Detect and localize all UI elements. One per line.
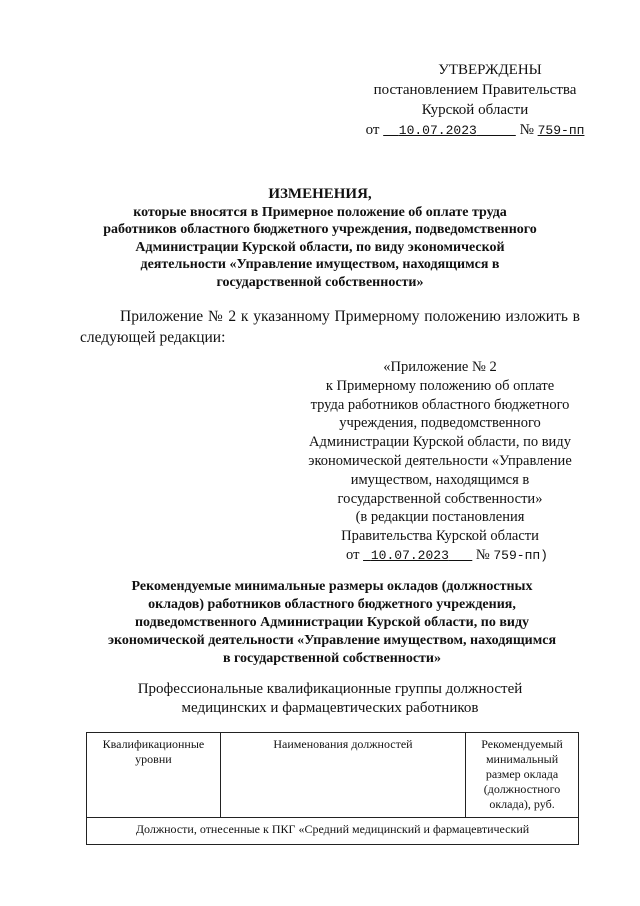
appendix-line: (в редакции постановления xyxy=(355,509,525,526)
changes-title: ИЗМЕНЕНИЯ, xyxy=(268,186,372,202)
salary-table xyxy=(86,732,579,845)
recommended-title-line: подведомственного Администрации Курской области, по виду xyxy=(134,615,530,630)
changes-line: Администрации Курской области, по виду экономической xyxy=(135,239,505,255)
approval-date-value: 10.07.2023 xyxy=(398,123,477,138)
appendix-line: учреждения, подведомственного xyxy=(339,415,541,432)
approval-line-1: постановлением Правительства xyxy=(373,82,577,98)
appendix-date-line xyxy=(300,546,580,566)
changes-line: государственной собственности» xyxy=(216,274,424,290)
approval-date xyxy=(383,123,516,138)
appendix-number: 759-пп) xyxy=(493,547,548,563)
appendix-line: к Примерному положению об оплате xyxy=(325,377,555,394)
recommended-title-line: в государственной собственности» xyxy=(222,651,442,666)
appendix-line: экономической деятельности «Управление xyxy=(308,452,572,469)
header-qualification-levels: Квалификационные уровни xyxy=(87,733,221,818)
appendix-number-prefix: № xyxy=(475,546,490,563)
approval-date-prefix: от xyxy=(365,122,380,138)
table-header-row xyxy=(87,733,579,818)
intro-paragraph: Приложение № 2 к указанному Примерному положению изложить в следующей редакции: xyxy=(80,308,580,346)
recommended-title-line: Рекомендуемые минимальные размеры окладов (должностных xyxy=(131,579,533,594)
approval-date-line xyxy=(360,120,590,141)
header-position-names: Наименования должностей xyxy=(220,733,465,818)
recommended-title xyxy=(82,578,582,668)
appendix-line: имуществом, находящимся в xyxy=(350,471,530,488)
recommended-title-line: экономической деятельности «Управление имуществом, находящимся xyxy=(107,633,557,648)
approval-title: УТВЕРЖДЕНЫ xyxy=(438,62,542,78)
pkg-title-line: медицинских и фармацевтических работников xyxy=(181,700,479,716)
pkg-title xyxy=(100,680,560,718)
changes-line: деятельности «Управление имуществом, находящимся в xyxy=(140,257,500,272)
approval-number: 759-пп xyxy=(537,123,585,138)
appendix-date xyxy=(363,548,472,563)
appendix-date-value: 10.07.2023 xyxy=(370,547,449,563)
changes-line: работников областного бюджетного учреждения, подведомственного xyxy=(103,222,537,237)
appendix-line: Правительства Курской области xyxy=(341,528,539,545)
appendix-date-prefix: от xyxy=(346,546,360,563)
appendix-line: «Приложение № 2 xyxy=(383,359,497,375)
recommended-title-line: окладов) работников областного бюджетного учреждения, xyxy=(148,597,516,612)
appendix-line: Администрации Курской области, по виду xyxy=(309,434,571,451)
appendix-line: труда работников областного бюджетного xyxy=(310,396,570,413)
approval-block xyxy=(360,60,590,141)
header-recommended-salary: Рекомендуемый минимальный размер оклада (должностного оклада), руб. xyxy=(466,733,579,818)
table-row xyxy=(87,818,579,845)
appendix-block xyxy=(300,358,580,566)
changes-line: которые вносятся в Примерное положение об оплате труда xyxy=(133,204,507,220)
pkg-title-line: Профессиональные квалификационные группы должностей xyxy=(137,681,523,697)
table-group-row: Должности, отнесенные к ПКГ «Средний медицинский и фармацевтический xyxy=(87,818,579,845)
appendix-line: государственной собственности» xyxy=(337,490,543,507)
approval-number-prefix: № xyxy=(519,122,534,138)
approval-line-2: Курской области xyxy=(421,102,529,118)
changes-title-block xyxy=(80,186,560,291)
